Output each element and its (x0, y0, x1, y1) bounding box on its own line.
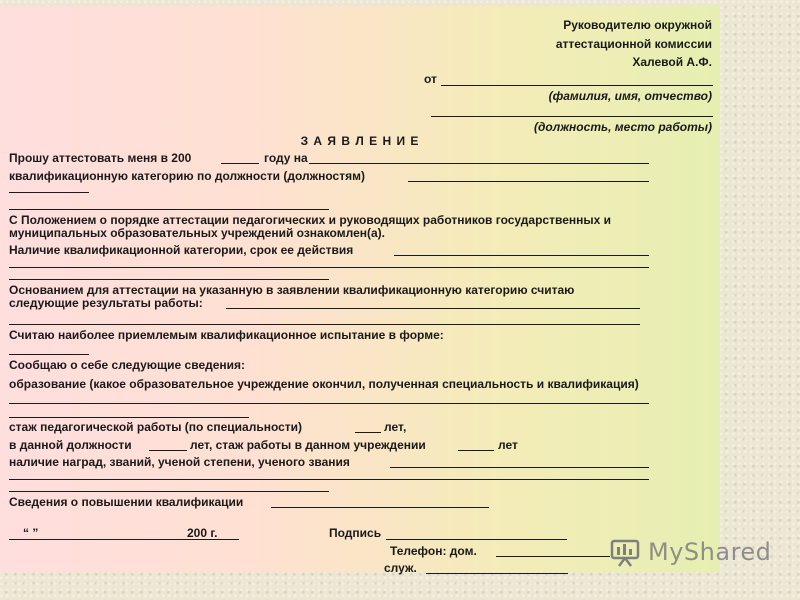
existing-category-text: Наличие квалификационной категории, срок ее действия (9, 243, 354, 257)
phone-home-blank (496, 556, 610, 557)
document-title: З А Я В Л Е Н И Е (300, 134, 420, 148)
experience-years-blank (355, 432, 381, 433)
basis-line-1: Основанием для аттестации на указанную в заявлении квалификационную категорию считаю (9, 283, 575, 297)
education-text: образование (какое образовательное учреждение окончил, полученная специальность и квалификация) (9, 377, 639, 391)
position-years-text-b: лет, стаж работы в данном учреждении (190, 438, 426, 452)
from-name-line (441, 85, 713, 86)
about-me-text: Сообщаю о себе следующие сведения: (9, 358, 246, 372)
position-years-text-a: в данной должности (9, 438, 132, 452)
request-category-blank (309, 163, 649, 164)
phone-work-label: служ. (384, 561, 417, 575)
presentation-board-icon (610, 539, 640, 567)
basis-line-2: следующие результаты работы: (9, 296, 203, 310)
from-label: от (424, 72, 437, 86)
institution-years-blank (458, 450, 494, 451)
exam-form-text: Считаю наиболее приемлемым квалификационное испытание в форме: (9, 328, 444, 342)
awards-blank (390, 467, 649, 468)
signature-label: Подпись (329, 526, 382, 540)
category-blank-cont (9, 192, 89, 193)
position-line (431, 116, 713, 117)
date-blank (9, 539, 239, 540)
awards-blank-3 (9, 491, 329, 492)
addressee-line-3: Халевой А.Ф. (632, 55, 712, 69)
existing-category-blank-2 (9, 267, 649, 268)
request-text-b: году на (264, 151, 308, 165)
awards-text: наличие наград, званий, ученой степени, ученого звания (9, 455, 350, 469)
date-quotes: “ ” (23, 526, 39, 540)
watermark-text: MyShared (648, 538, 772, 566)
existing-category-blank-3 (9, 279, 329, 280)
awards-blank-2 (9, 479, 649, 480)
existing-category-blank (394, 255, 649, 256)
basis-blank (226, 308, 640, 309)
signature-blank (386, 539, 567, 540)
position-years-text-c: лет (498, 438, 518, 452)
category-blank (408, 181, 649, 182)
phone-work-blank (426, 573, 568, 574)
from-name-caption: (фамилия, имя, отчество) (548, 89, 712, 103)
phone-home-label: Телефон: дом. (390, 544, 477, 558)
position-years-blank (149, 450, 187, 451)
education-blank (9, 403, 649, 404)
experience-text-a: стаж педагогической работы (по специальности) (9, 420, 303, 434)
separator-line-1 (9, 209, 329, 210)
experience-text-b: лет, (384, 420, 407, 434)
addressee-line-1: Руководителю окружной (563, 18, 712, 32)
exam-form-blank (9, 354, 89, 355)
date-year: 200 г. (187, 526, 218, 540)
application-sheet (0, 6, 720, 575)
training-text: Сведения о повышении квалификации (9, 495, 244, 509)
regulation-line-2: муниципальных образовательных учреждений ознакомлен(а). (9, 226, 385, 240)
basis-blank-2 (9, 324, 640, 325)
training-blank (271, 507, 489, 508)
myshared-watermark (610, 537, 770, 571)
regulation-line-1: С Положением о порядке аттестации педагогических и руководящих работников государственных и (9, 213, 611, 227)
position-caption: (должность, место работы) (534, 120, 712, 134)
education-blank-2 (9, 417, 249, 418)
request-text-a: Прошу аттестовать меня в 200 (9, 151, 192, 165)
addressee-line-2: аттестационной комиссии (555, 37, 712, 51)
category-text: квалификационную категорию по должности (должностям) (9, 169, 365, 183)
year-blank (221, 163, 259, 164)
